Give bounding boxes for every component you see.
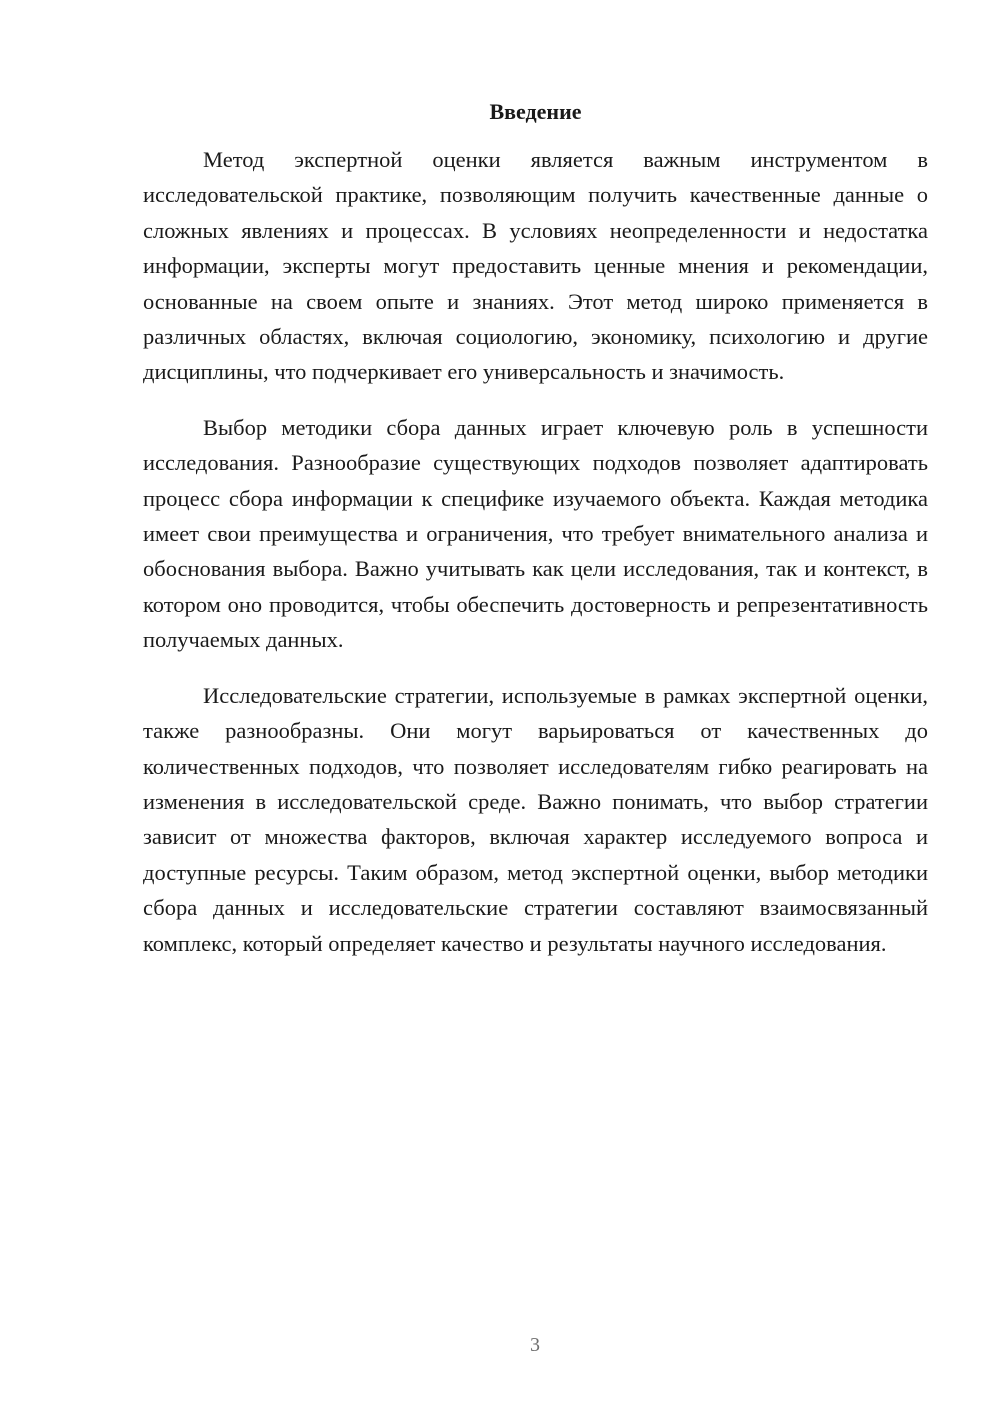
paragraph-1: Метод экспертной оценки является важным инструментом в исследовательской практике, позволяющим получить качественные данные о сложных явлениях и процессах. В условиях неопределенности и недостатка информации, эксперты могут предоставить ценные мнения и рекомендации, основанные на своем опыте и знаниях. Этот метод широко применяется в различных областях, включая социологию, экономику, психологию и другие дисциплины, что подчеркивает его универсальность и значимость. [143,147,928,385]
document-body [143,142,928,981]
paragraph-3: Исследовательские стратегии, используемые в рамках экспертной оценки, также разнообразны. Они могут варьироваться от качественных до количественных подходов, что позволяет исследователям гибко реагировать на изменения в исследовательской среде. Важно понимать, что выбор стратегии зависит от множества факторов, включая характер исследуемого вопроса и доступные ресурсы. Таким образом, метод экспертной оценки, выбор методики сбора данных и исследовательские стратегии составляют взаимосвязанный комплекс, который определяет качество и результаты научного исследования. [143,682,928,956]
page-number: 3 [530,1334,540,1356]
paragraph-2: Выбор методики сбора данных играет ключевую роль в успешности исследования. Разнообразие существующих подходов позволяет адаптировать процесс сбора информации к специфике изучаемого объекта. Каждая методика имеет свои преимущества и ограничения, что требует внимательного анализа и обоснования выбора. Важно учитывать как цели исследования, так и контекст, в котором оно проводится, чтобы обеспечить достоверность и репрезентативность получаемых данных. [143,414,928,653]
section-heading: Введение [489,99,582,124]
